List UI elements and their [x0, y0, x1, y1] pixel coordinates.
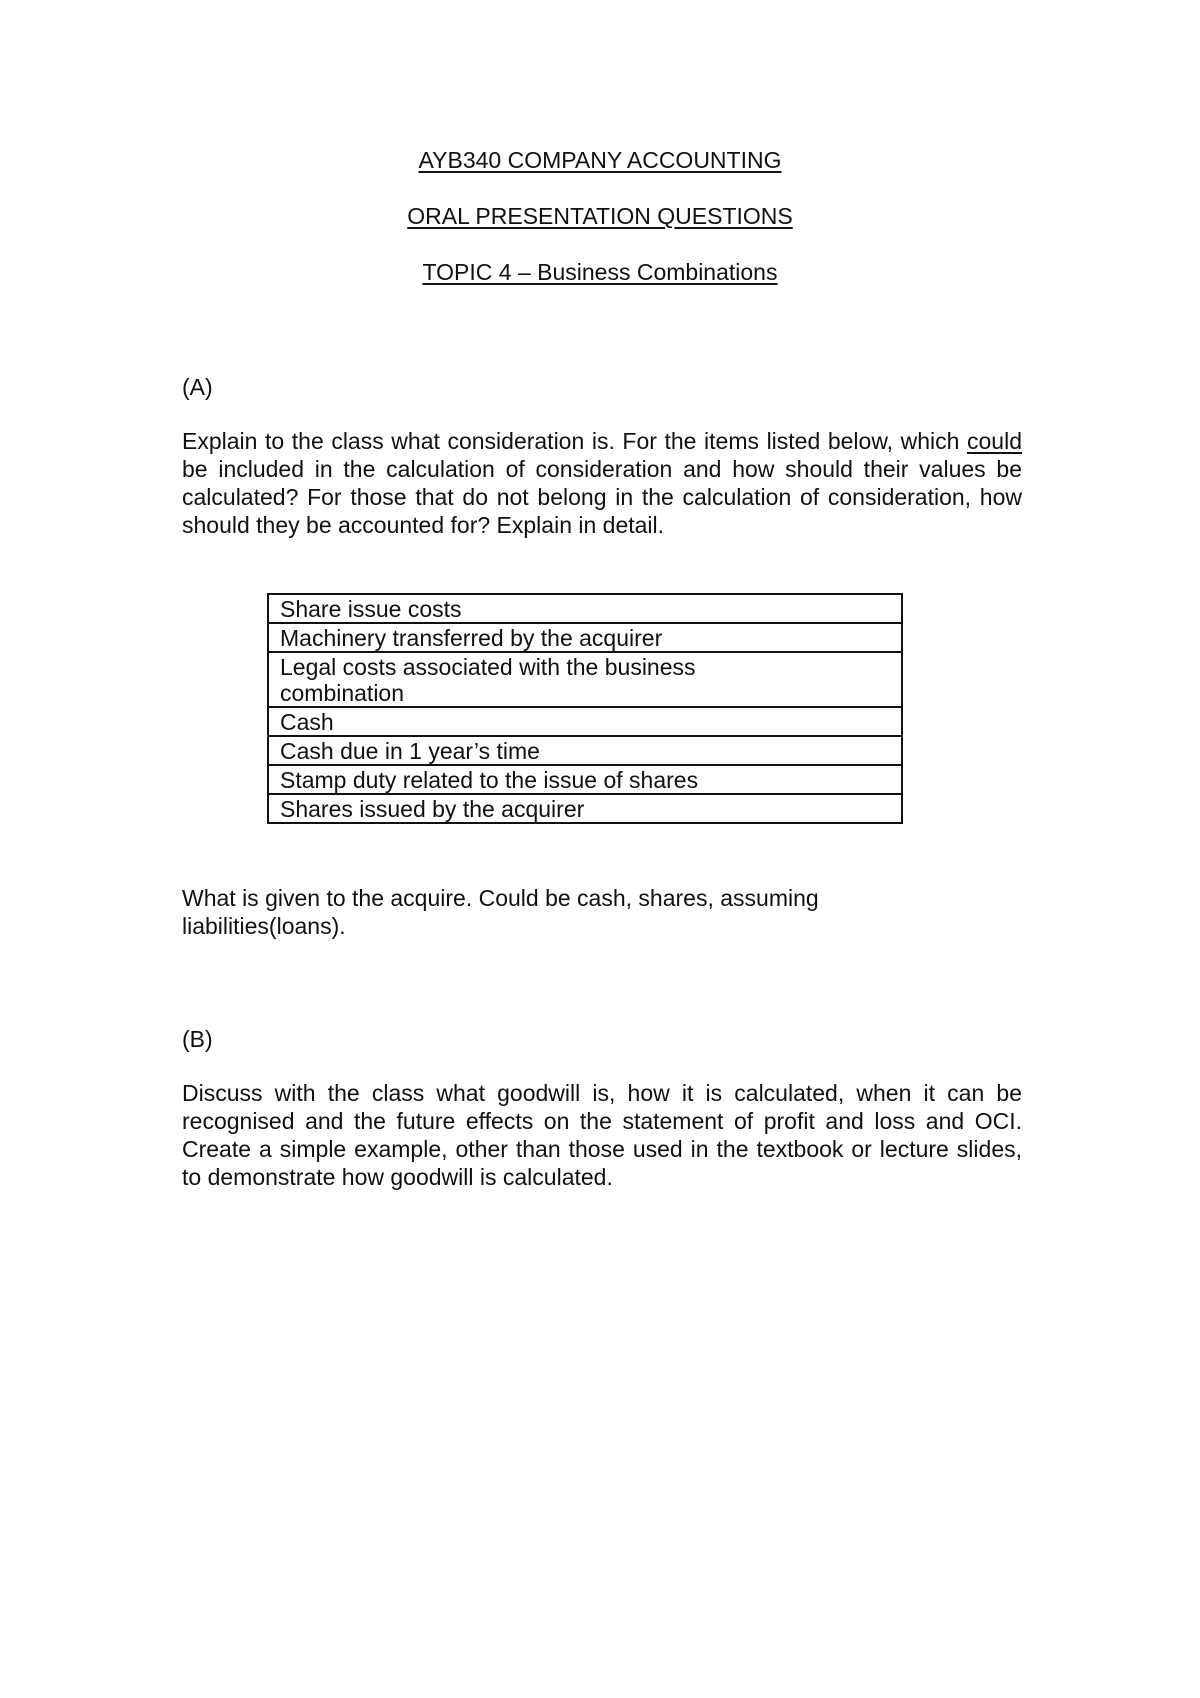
document-subtitle: ORAL PRESENTATION QUESTIONS	[407, 203, 793, 229]
section-a-question	[182, 427, 1022, 539]
table-cell: Cash due in 1 year’s time	[268, 736, 902, 765]
answer-note: What is given to the acquire. Could be cash, shares, assuming liabilities(loans).	[182, 885, 819, 939]
table-cell: Share issue costs	[268, 594, 902, 623]
table-row	[268, 652, 902, 707]
consideration-items-table	[267, 593, 903, 824]
table-cell: Legal costs associated with the business combination	[268, 652, 902, 707]
question-text-part-2: be included in the calculation of consideration and how should their values be calculated? For those that do not belong in the calculation of consideration, how should they be accounted for? Explain in detail.	[182, 456, 1022, 538]
table-row	[268, 736, 902, 765]
table-row	[268, 594, 902, 623]
table-cell: Shares issued by the acquirer	[268, 794, 902, 823]
emphasis-could: could	[967, 428, 1022, 454]
table-row	[268, 707, 902, 736]
question-text-part-1: Explain to the class what consideration is. For the items listed below, which	[182, 428, 968, 454]
section-b-label: (B)	[182, 1026, 213, 1052]
table-row	[268, 623, 902, 652]
table-cell: Cash	[268, 707, 902, 736]
course-title: AYB340 COMPANY ACCOUNTING	[418, 147, 782, 173]
section-b-question: Discuss with the class what goodwill is, how it is calculated, when it can be recognised and the future effects on the statement of profit and loss and OCI. Create a simple example, other than those used in the textbook or lecture slides, to demonstrate how goodwill is calculated.	[182, 1080, 1022, 1190]
section-a-label: (A)	[182, 374, 213, 400]
table-cell: Stamp duty related to the issue of shares	[268, 765, 902, 794]
table-row	[268, 794, 902, 823]
table-row	[268, 765, 902, 794]
table-cell: Machinery transferred by the acquirer	[268, 623, 902, 652]
topic-heading: TOPIC 4 – Business Combinations	[422, 259, 778, 285]
